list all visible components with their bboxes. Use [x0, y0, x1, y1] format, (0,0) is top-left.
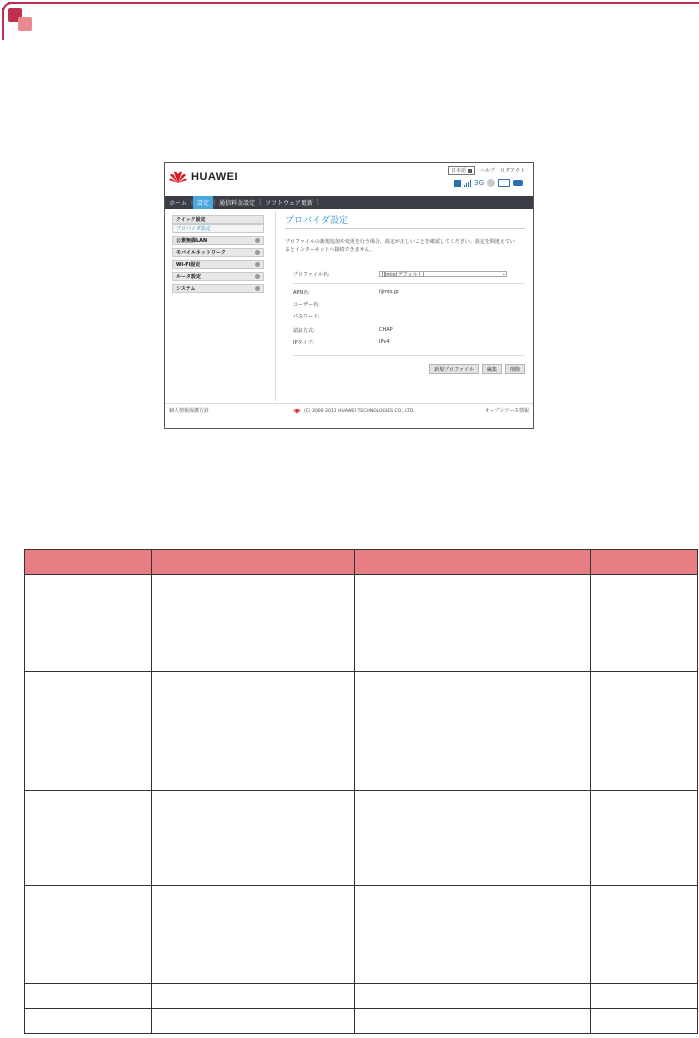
new-profile-button[interactable]: 新規プロファイル [429, 364, 479, 374]
sidebar-item-provider-settings[interactable]: プロバイダ設定 [172, 224, 264, 233]
table-row [25, 791, 698, 886]
expand-icon [255, 286, 260, 291]
field-row: IPタイプ: IPv4 [293, 339, 390, 346]
profile-select[interactable]: IIJmio(デフォルト) ⌄ [379, 271, 507, 277]
table-header-cell [152, 550, 355, 575]
expand-icon [255, 274, 260, 279]
brand-name: HUAWEI [191, 171, 238, 183]
sidebar-item-system[interactable]: システム [172, 284, 264, 293]
main-content [285, 213, 525, 346]
nav-data-plan[interactable]: 通信料金設定 [219, 200, 256, 207]
action-buttons [429, 364, 525, 374]
page-header-decoration [0, 0, 699, 40]
expand-icon [255, 238, 260, 243]
sidebar-item-router[interactable]: ルータ設定 [172, 272, 264, 281]
table-header-cell [355, 550, 591, 575]
language-select[interactable]: 日本語 [448, 166, 475, 175]
page-description: プロファイルの新規追加や変更を行う場合、設定が正しいことを確認してください。設定を間違えているとインターネットへ接続できません。 [285, 239, 515, 253]
field-row: パスワード: [293, 314, 320, 320]
delete-button[interactable]: 削除 [505, 364, 525, 374]
router-ui-screenshot [164, 162, 534, 429]
wifi-icon [513, 180, 523, 186]
connection-icon [487, 179, 495, 187]
profile-label: プロファイル名: [293, 272, 330, 278]
table-row [25, 886, 698, 984]
help-link[interactable]: ヘルプ [479, 168, 495, 174]
edit-button[interactable]: 編集 [482, 364, 502, 374]
battery-icon [498, 179, 510, 187]
nav-home[interactable]: ホーム [169, 200, 188, 207]
table-row [25, 672, 698, 791]
signal-icon [464, 180, 471, 187]
expand-icon [255, 262, 260, 267]
sidebar [172, 215, 264, 296]
privacy-link[interactable]: 個人情報保護方針 [169, 408, 210, 414]
sidebar-item-wifi[interactable]: Wi-Fi設定 [172, 260, 264, 269]
nav-settings[interactable]: 設定 [193, 196, 213, 209]
profile-row [293, 271, 507, 278]
status-icons [454, 179, 523, 187]
sidebar-item-mobile-network[interactable]: モバイルネットワーク [172, 248, 264, 257]
table-row [25, 575, 698, 672]
table-row [25, 984, 698, 1009]
logout-link[interactable]: ログアウト [499, 168, 525, 174]
table-header-row [25, 550, 698, 575]
nav-software-update[interactable]: ソフトウェア更新 [265, 200, 313, 207]
header-square-light [18, 17, 32, 31]
huawei-flower-icon [293, 408, 301, 414]
expand-icon [255, 250, 260, 255]
chevron-down-icon: ⌄ [501, 271, 506, 277]
field-row: APN名: iijmio.jp [293, 289, 399, 296]
description-table [24, 549, 698, 1034]
table-header-cell [591, 550, 698, 575]
field-row: ユーザー名: [293, 302, 320, 308]
table-row [25, 1009, 698, 1034]
footer-divider [165, 403, 533, 404]
huawei-logo [169, 171, 238, 183]
divider [275, 211, 276, 401]
top-links [448, 166, 525, 175]
copyright: (C) 2006-2011 HUAWEI TECHNOLOGIES CO., LTD. [293, 408, 415, 414]
page-title: プロバイダ設定 [285, 213, 525, 229]
open-source-link[interactable]: オープンソース情報 [484, 408, 529, 414]
sidebar-item-public-wlan[interactable]: 公衆無線LAN [172, 236, 264, 245]
main-nav: ホーム | 設定 | 通信料金設定 | ソフトウェア更新 | [165, 196, 533, 209]
chevron-down-icon [468, 169, 472, 173]
sim-icon [454, 180, 461, 187]
field-row: 認証方式: CHAP [293, 327, 393, 334]
table-header-cell [25, 550, 152, 575]
sidebar-item-quick-setup[interactable]: クイック設定 [172, 215, 264, 224]
network-type: 3G [474, 179, 484, 187]
huawei-flower-icon [169, 171, 187, 183]
